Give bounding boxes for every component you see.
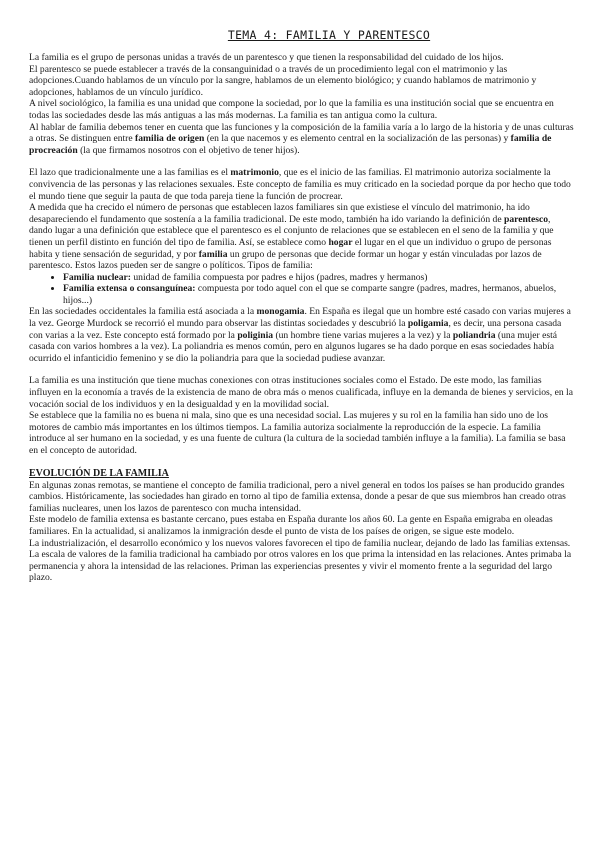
institution-section [29,375,575,456]
paragraph: Este modelo de familia extensa es bastante cercano, pues estaba en España durante los años 60. La gente en España emigraba en oleadas familiares. En la actualidad, si analizamos la inmigración desde el punto de vista de los países de origen, se sigue este modelo. [29,514,553,537]
paragraph: La industrialización, el desarrollo económico y los nuevos valores favorecen el tipo de familia nuclear, dejando de lado las familias extensas. [29,537,571,549]
paragraph: Al hablar de familia debemos tener en cuenta que las funciones y la composición de la familia varía a lo largo de la historia y de unas culturas a otras. Se distinguen entre familia de origen (en la que nacemos y es elemento central en la socialización de las personas) y familia de procreación (la que firmamos nosotros con el objetivo de tener hijos). [29,121,574,156]
page-title: TEMA 4: FAMILIA Y PARENTESCO [227,28,431,42]
paragraph: En las sociedades occidentales la familia está asociada a la monogamia. En España es ilegal que un hombre esté casado con varias mujeres a la vez. George Murdock se recorrió el mundo para observar las distintas sociedades y descubrió la poligamia, es decir, una persona casada con varias a la vez. Este concepto está formado por la poliginia (un hombre tiene varias mujeres a la vez) y la poliandria (una mujer está casada con varios hombres a la vez). La poliandria es menos común, pero en algunos lugares se ha dado porque en esas sociedades había ocurrido el infanticidio femenino y se dio la poliandria para que la sociedad pudiese avanzar. [29,306,571,364]
document-page [29,28,575,584]
monogamy-section [29,306,575,364]
paragraph: La familia es el grupo de personas unidas a través de un parentesco y que tienen la responsabilidad del cuidado de los hijos. [29,52,504,63]
paragraph: A nivel sociológico, la familia es una unidad que compone la sociedad, por lo que la familia es una institución social que se encuentra en todas las sociedades desde las más antiguas a las más modernas. La familia es tan antigua como la cultura. [29,98,554,121]
marriage-section [29,167,575,271]
paragraph: La escala de valores de la familia tradicional ha cambiado por otros valores en los que prima la intensidad en las relaciones. Antes primaba la permanencia y ahora la intensidad de las relaciones. Priman las experiencias presentes y vivir el momento frente a la seguridad del largo plazo. [29,549,572,584]
family-types-list [29,272,575,307]
paragraph: El parentesco se puede establecer a través de la consanguinidad o a través de un procedimiento legal con el matrimonio y las adopciones.Cuando hablamos de un vínculo por la sangre, hablamos de un elemento biológico; y cuando hablamos de matrimonio y adopciones, hablamos de un vínculo jurídico. [29,63,537,98]
paragraph: A medida que ha crecido el número de personas que establecen lazos familiares sin que existiese el vínculo del matrimonio, ha ido desapareciendo el fundamento que sostenía a la familia tradicional. De este modo, también ha ido variando la definición de parentesco, dando lugar a una definición que establece que el parentesco es el conjunto de relaciones que se establecen en el seno de la familia y que tienen un perfil distinto en función del tipo de familia. Así, se establece como hogar el lugar en el que un individuo o grupo de personas habita y tiene sensación de seguridad, y por familia un grupo de personas que decide formar un hogar y están vinculadas por lazos de parentesco. Estos lazos pueden ser de sangre o políticos. Tipos de familia: [29,202,554,272]
evolution-section [29,480,575,584]
intro-section [29,52,575,156]
list-item: • Familia extensa o consanguínea: compuesta por todo aquel con el que se comparte sangre (padres, madres, hermanos, abuelos, hijos...) [63,283,575,306]
paragraph: El lazo que tradicionalmente une a las familias es el matrimonio, que es el inicio de las familias. El matrimonio autoriza socialmente la convivencia de las personas y las relaciones sexuales. Este concepto de familia es muy criticado en la sociedad porque da por hecho que todo el mundo tiene que seguir la pauta de que toda pareja tiene la función de procrear. [29,167,571,202]
paragraph: En algunas zonas remotas, se mantiene el concepto de familia tradicional, pero a nivel general en todos los países se han producido grandes cambios. Históricamente, las sociedades han girado en torno al tipo de familia extensa, donde a pesar de que sus miembros han creado otras familias nucleares, unen los lazos de parentesco con mucha intensidad. [29,479,566,514]
paragraph: La familia es una institución que tiene muchas conexiones con otras instituciones sociales como el Estado. De este modo, las familias influyen en la economía a través de la existencia de mano de obra más o menos cualificada, influye en la demanda de bienes y servicios, en la vocación social de los individuos y en la desigualdad y en la movilidad social. [29,375,573,410]
list-item: • Familia nuclear: unidad de familia compuesta por padres e hijos (padres, madres y hermanos) [63,272,575,284]
paragraph: Se establece que la familia no es buena ni mala, sino que es una necesidad social. Las mujeres y su rol en la familia han sido uno de los motores de cambio más importantes en los últimos tiempos. La familia autoriza socialmente la reproducción de la especie. La familia introduce al ser humano en la sociedad, y es una fuente de cultura (la cultura de la sociedad también influye a la familia). La familia se basa en el concepto de autoridad. [29,410,566,456]
section-heading: EVOLUCIÓN DE LA FAMILIA [29,467,169,479]
